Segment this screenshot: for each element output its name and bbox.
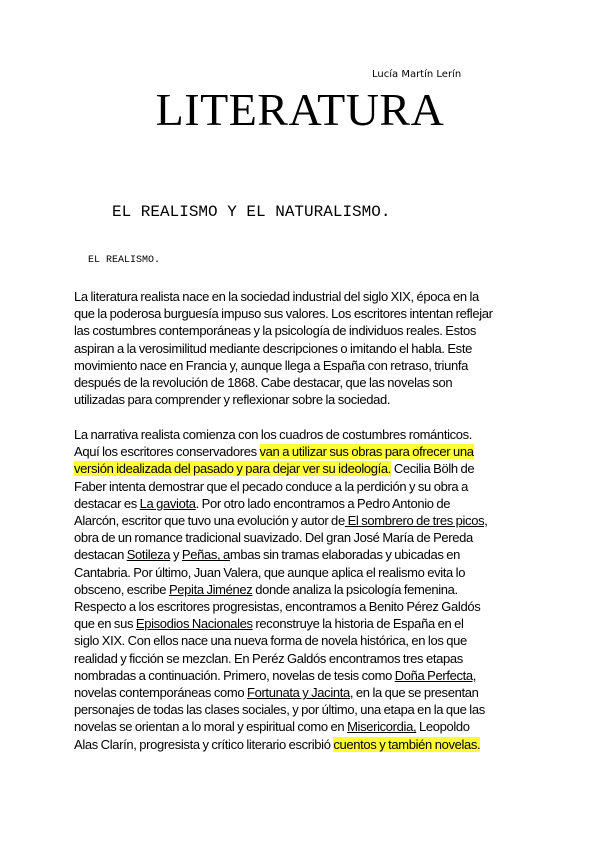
- paragraph-narrative: [74, 426, 534, 753]
- underlined-title: Doña Perfecta,: [394, 667, 477, 683]
- page-title: LITERATURA: [155, 84, 445, 135]
- text-segment: personajes de todas las clases sociales, y por último, una etapa en la que las: [74, 702, 485, 718]
- text-line: [74, 443, 534, 460]
- text-line: [74, 736, 534, 753]
- text-segment: novelas se orientan a lo moral y espiritual como en: [74, 719, 348, 735]
- text-line: [74, 581, 534, 598]
- text-line: [74, 684, 534, 701]
- text-segment: Cantabria. Por último, Juan Valera, que aunque aplica el realismo evita lo: [74, 564, 466, 580]
- text-line: [74, 632, 534, 649]
- text-line: [74, 546, 534, 563]
- paragraph-intro: [74, 288, 534, 408]
- highlighted-text: versión idealizada del pasado y para dejar ver su ideología.: [74, 461, 392, 477]
- highlighted-text: van a utilizar sus obras para ofrecer una: [259, 444, 474, 460]
- text-segment: que la poderosa burguesía impuso sus valores. Los escritores intentan reflejar: [74, 306, 493, 322]
- text-segment: y: [170, 547, 182, 563]
- text-segment: novelas contemporáneas como: [74, 685, 247, 701]
- text-segment: Leopoldo: [416, 719, 470, 735]
- document-subtitle: EL REALISMO Y EL NATURALISMO.: [112, 203, 391, 221]
- text-line: [74, 701, 534, 718]
- text-line: [74, 322, 534, 339]
- underlined-title: Fortunata y Jacinta,: [246, 685, 354, 701]
- highlighted-text: cuentos y también novelas.: [333, 736, 481, 752]
- text-line: [74, 460, 534, 477]
- text-segment: realidad y ficción se mezclan. En Peréz Galdós encontramos tres etapas: [74, 650, 463, 666]
- text-segment: Faber intenta demostrar que el pecado conduce a la perdición y su obra a: [74, 478, 468, 494]
- text-segment: La narrativa realista comienza con los cuadros de costumbres románticos.: [74, 427, 473, 442]
- text-line: [74, 718, 534, 735]
- text-line: [74, 650, 534, 667]
- text-segment: donde analiza la psicología femenina.: [252, 581, 458, 597]
- text-segment: nombradas a continuación. Primero, novelas de tesis como: [74, 667, 395, 683]
- text-segment: La literatura realista nace en la sociedad industrial del siglo XIX, época en la: [74, 289, 479, 304]
- text-line: [74, 615, 534, 632]
- text-line: [74, 374, 534, 391]
- underlined-title: El sombrero de tres picos,: [344, 513, 488, 529]
- underlined-title: Peñas, a: [181, 547, 230, 563]
- text-segment: mbas sin tramas elaboradas y ubicadas en: [229, 547, 461, 563]
- text-segment: destacan: [74, 547, 127, 563]
- text-segment: siglo XIX. Con ellos nace una nueva forma de novela histórica, en los que: [74, 633, 467, 649]
- underlined-title: Episodios Nacionales: [135, 616, 253, 632]
- text-line: [74, 529, 534, 546]
- text-segment: Alas Clarín, progresista y crítico literario escribió: [74, 736, 334, 752]
- text-segment: obra de un romance tradicional suavizado. Del gran José María de Pereda: [74, 530, 473, 546]
- text-line: [74, 357, 534, 374]
- text-segment: que en sus: [74, 616, 136, 632]
- text-segment: en la que se presentan: [353, 685, 479, 701]
- text-line: [74, 495, 534, 512]
- text-segment: Aquí los escritores conservadores: [74, 444, 260, 460]
- text-segment: destacar es: [74, 495, 140, 511]
- text-segment: aspiran a la verosimilitud mediante descripciones o imitando el habla. Este: [74, 340, 472, 356]
- text-segment: después de la revolución de 1868. Cabe destacar, que las novelas son: [74, 375, 453, 391]
- text-line: [74, 288, 534, 305]
- text-line: [74, 340, 534, 357]
- text-line: [74, 564, 534, 581]
- text-segment: las costumbres contemporáneas y la psicología de individuos reales. Estos: [74, 323, 477, 339]
- text-segment: reconstruye la historia de España en el: [252, 616, 464, 632]
- underlined-title: Misericordia,: [347, 719, 417, 735]
- text-segment: . Por otro lado encontramos a Pedro Antonio de: [195, 495, 451, 511]
- underlined-title: Sotileza: [126, 547, 171, 563]
- text-segment: Respecto a los escritores progresistas, encontramos a Benito Pérez Galdós: [74, 599, 481, 615]
- text-line: [74, 667, 534, 684]
- author-name: Lucía Martín Lerín: [372, 69, 462, 80]
- underlined-title: Pepita Jiménez: [168, 581, 253, 597]
- text-line: [74, 305, 534, 322]
- text-segment: movimiento nace en Francia y, aunque llega a España con retraso, triunfa: [74, 357, 468, 373]
- text-line: [74, 478, 534, 495]
- text-segment: obsceno, escribe: [74, 581, 169, 597]
- text-line: [74, 598, 534, 615]
- text-segment: Cecilia Bölh de: [391, 461, 475, 477]
- text-line: [74, 426, 534, 443]
- section-heading: EL REALISMO.: [88, 255, 161, 266]
- text-line: [74, 391, 534, 408]
- text-segment: Alarcón, escritor que tuvo una evolución y autor de: [74, 513, 345, 529]
- text-segment: utilizadas para comprender y reflexionar sobre la sociedad.: [74, 392, 391, 408]
- text-line: [74, 512, 534, 529]
- underlined-title: La gaviota: [139, 495, 196, 511]
